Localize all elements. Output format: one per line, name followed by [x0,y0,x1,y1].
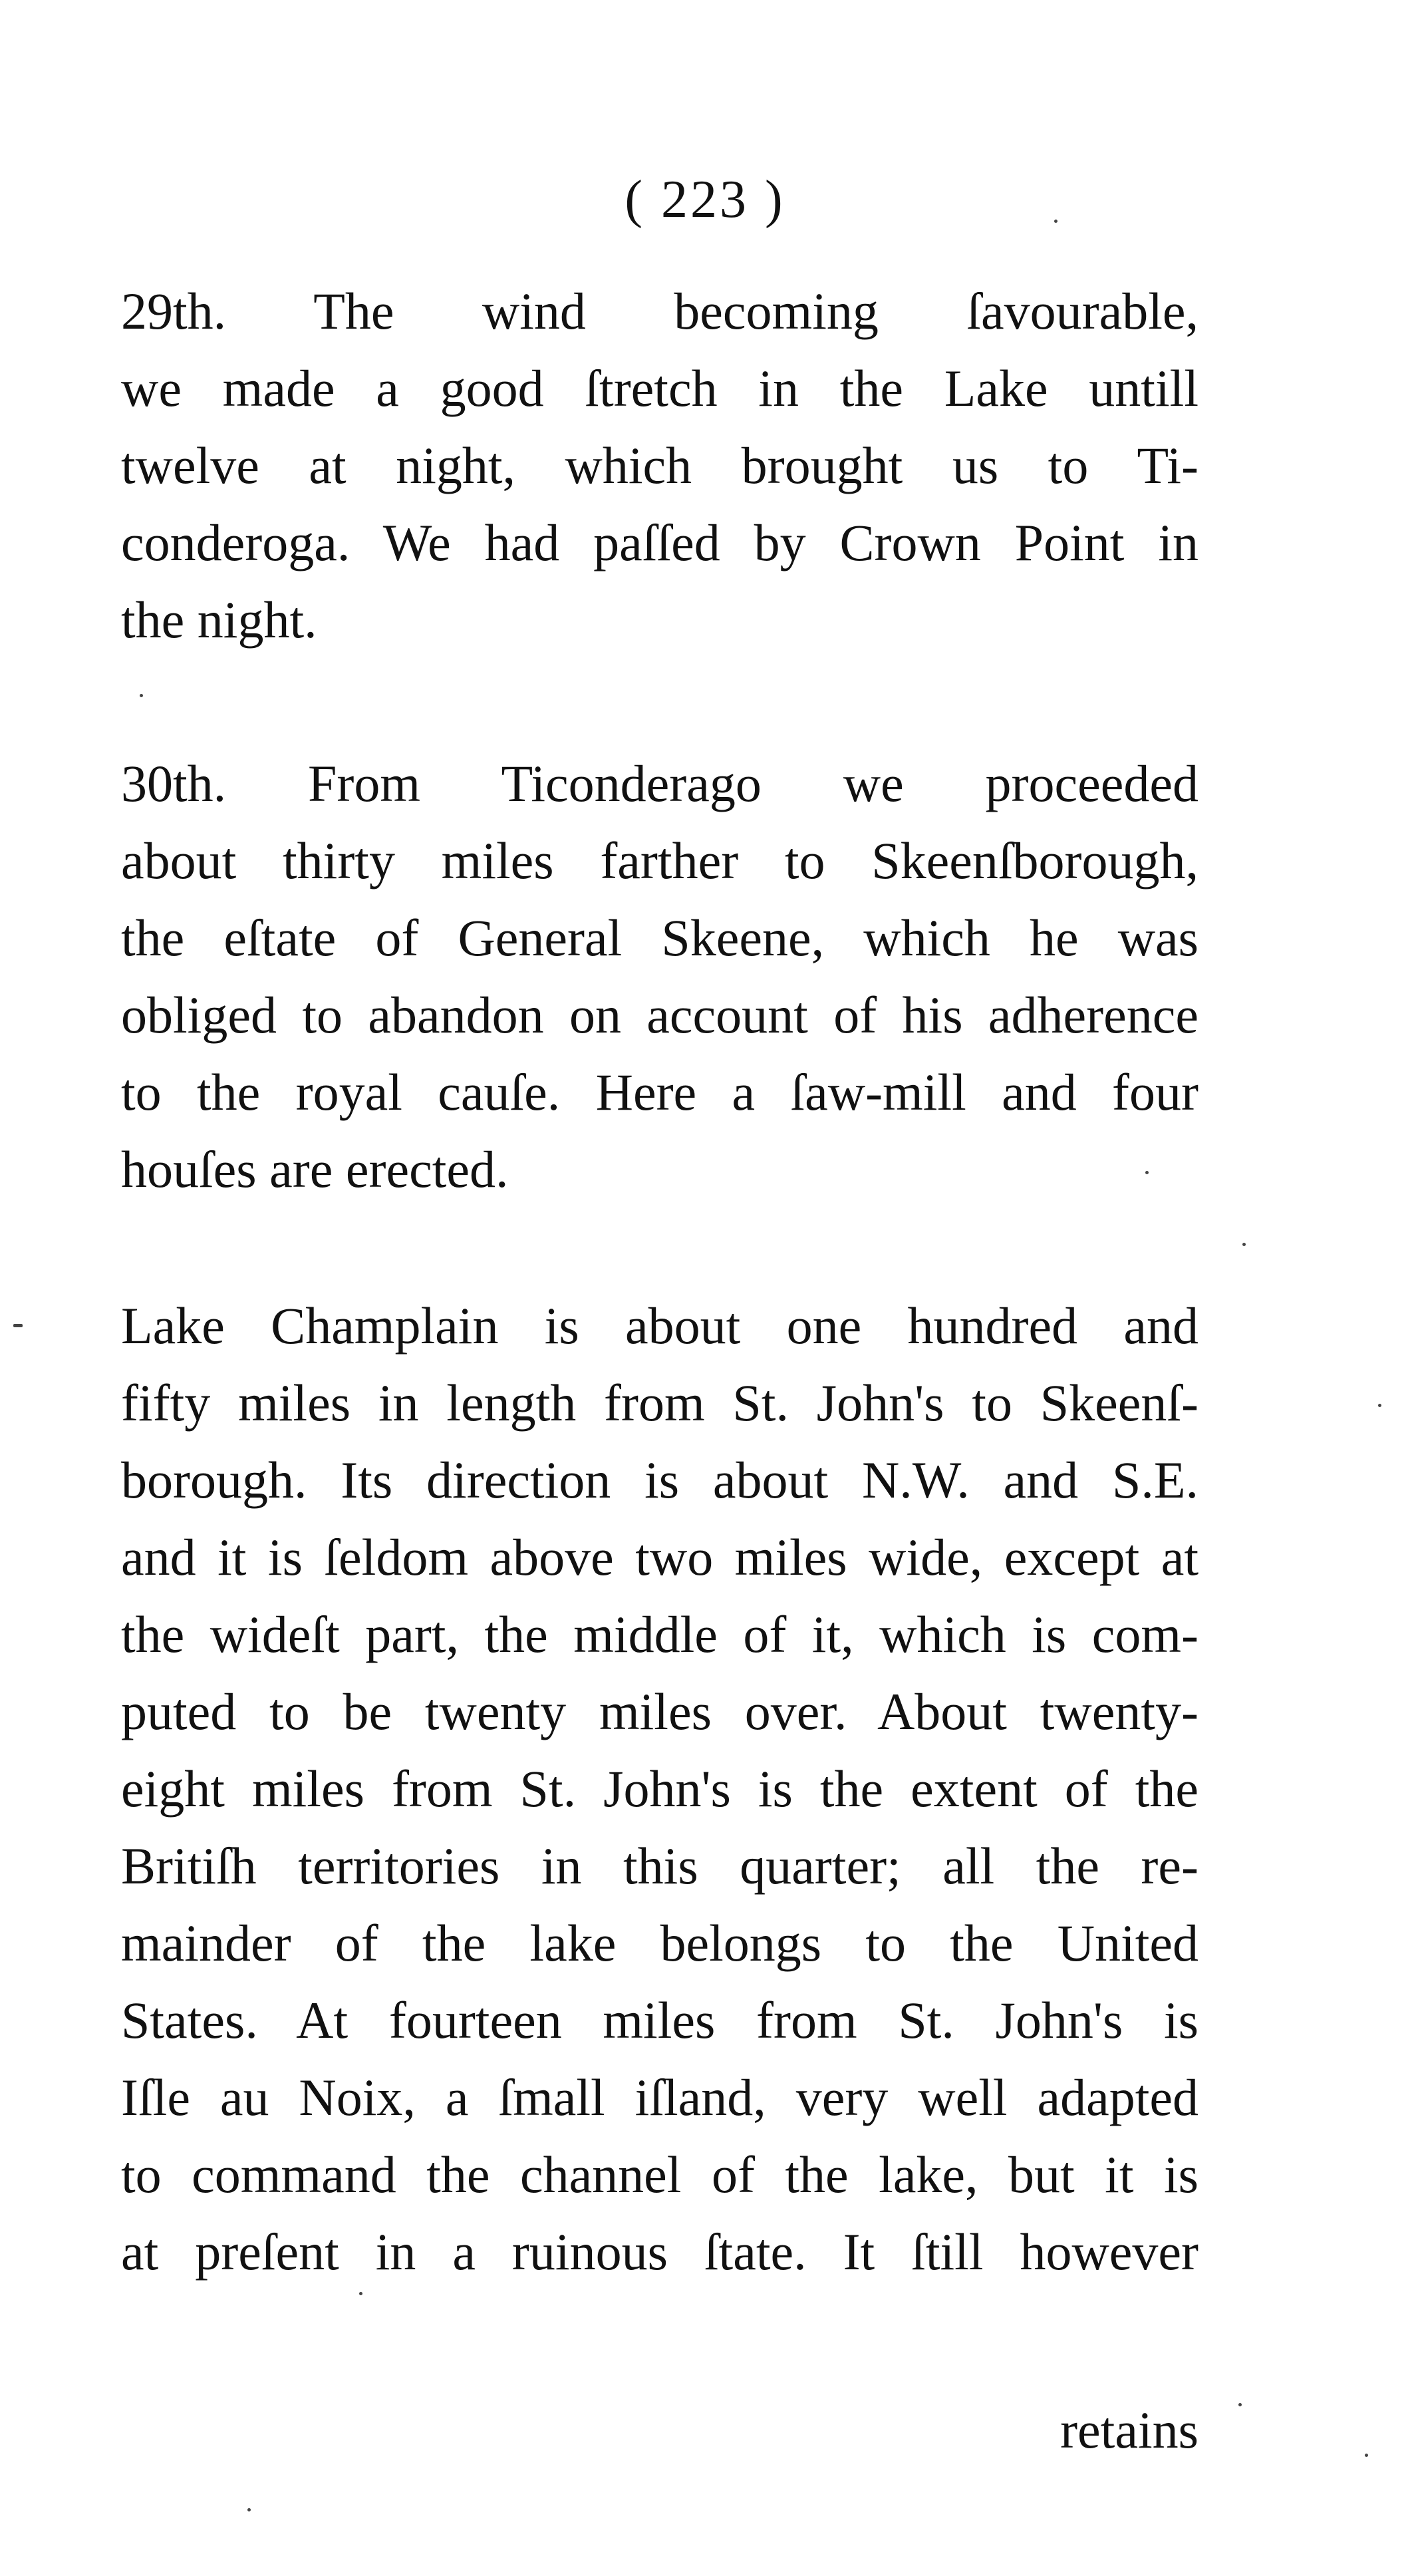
text-line: to the royal cauſe. Here a ſaw-mill and four [121,1063,1198,1121]
text-line: Lake Champlain is about one hundred and [121,1297,1198,1355]
text-line: to command the channel of the lake, but it is [121,2146,1198,2203]
paragraph-29th [121,273,1198,659]
text-line: the eſtate of General Skeene, which he was [121,909,1198,967]
text-line: borough. Its direction is about N.W. and S.E. [121,1451,1198,1509]
scan-speck [13,1324,23,1327]
text-line: about thirty miles farther to Skeenſborough, [121,832,1198,889]
text-line: fifty miles in length from St. John's to Skeenſ- [121,1374,1198,1432]
text-line: Britiſh territories in this quarter; all the re- [121,1837,1198,1895]
scan-speck [140,694,143,697]
scan-speck [359,2292,362,2295]
scan-speck [1365,2454,1368,2457]
text-line: houſes are erected. [121,1140,509,1198]
paragraph-lake-champlain [121,1287,1198,2291]
text-line: we made a good ſtretch in the Lake untill [121,359,1198,417]
text-line: mainder of the lake belongs to the United [121,1914,1198,1972]
catchword-block [121,2392,1198,2469]
text-line: Iſle au Noix, a ſmall iſland, very well adapted [121,2068,1198,2126]
text-line: puted to be twenty miles over. About twenty- [121,1683,1198,1740]
text-line: and it is ſeldom above two miles wide, except at [121,1528,1198,1586]
text-line: at preſent in a ruinous ſtate. It ſtill however [121,2223,1198,2281]
scan-speck [1242,1243,1246,1246]
text-line: the night. [121,591,317,649]
text-line: conderoga. We had paſſed by Crown Point in [121,514,1198,571]
paragraph-30th [121,745,1198,1208]
text-line: the wideſt part, the middle of it, which is com- [121,1605,1198,1663]
scan-speck [1054,220,1058,223]
text-line: 29th. The wind becoming ſavourable, [121,282,1198,340]
scan-speck [1238,2403,1242,2406]
text-line: States. At fourteen miles from St. John's is [121,1991,1198,2049]
catchword: retains [1060,2401,1198,2459]
scan-speck [1378,1404,1381,1407]
text-line: twelve at night, which brought us to Ti- [121,436,1198,494]
scan-speck [247,2508,251,2511]
text-line: 30th. From Ticonderago we proceeded [121,754,1198,812]
text-line: obliged to abandon on account of his adherence [121,986,1198,1044]
text-line: eight miles from St. John's is the extent of the [121,1760,1198,1818]
page-number: ( 223 ) [625,170,785,229]
scan-speck [1145,1171,1149,1174]
